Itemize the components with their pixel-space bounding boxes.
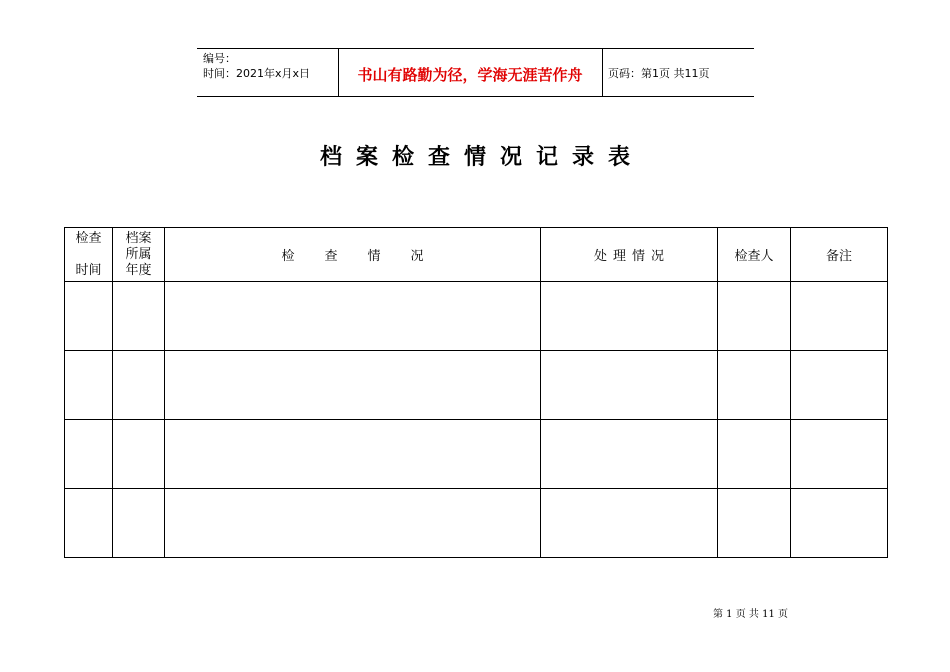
header-archive-year	[113, 228, 165, 282]
header-divider-right	[602, 48, 603, 96]
table-row	[65, 282, 888, 351]
cell-inspection[interactable]	[165, 420, 541, 489]
cell-handling[interactable]	[541, 282, 718, 351]
cell-year[interactable]	[113, 282, 165, 351]
cell-remarks[interactable]	[791, 420, 888, 489]
footer-page-info: 第 1 页 共 11 页	[713, 609, 788, 620]
cell-remarks[interactable]	[791, 282, 888, 351]
header-rule-top	[197, 48, 754, 49]
table-header-row	[65, 228, 888, 282]
table-row	[65, 351, 888, 420]
cell-year[interactable]	[113, 420, 165, 489]
header-handling-label: 处理情况	[593, 249, 670, 264]
cell-inspector[interactable]	[718, 420, 791, 489]
page-title: 档案检查情况记录表	[319, 145, 644, 170]
cell-handling[interactable]	[541, 351, 718, 420]
header-inspection-label: 检查情况	[281, 249, 454, 264]
cell-inspection[interactable]	[165, 489, 541, 558]
header-archive-year-line3: 年度	[125, 262, 152, 278]
cell-year[interactable]	[113, 489, 165, 558]
header-meta	[203, 51, 310, 81]
header-remarks-label: 备注	[825, 249, 852, 264]
cell-time[interactable]	[65, 282, 113, 351]
header-archive-year-line1: 档案	[125, 230, 152, 246]
cell-year[interactable]	[113, 351, 165, 420]
inspection-record-table	[64, 227, 888, 558]
cell-inspector[interactable]	[718, 282, 791, 351]
cell-handling[interactable]	[541, 420, 718, 489]
cell-time[interactable]	[65, 489, 113, 558]
date-label: 时间：2021年x月x日	[203, 67, 311, 80]
serial-label: 编号：	[203, 52, 236, 65]
header-check-time	[65, 228, 113, 282]
header-archive-year-line2: 所属	[125, 246, 152, 262]
cell-remarks[interactable]	[791, 489, 888, 558]
cell-time[interactable]	[65, 351, 113, 420]
cell-inspector[interactable]	[718, 489, 791, 558]
header-motto: 书山有路勤为径，学海无涯苦作舟	[357, 66, 583, 84]
header-inspection	[165, 228, 541, 282]
table-row	[65, 489, 888, 558]
header-page-info: 页码：第1页 共11页	[608, 67, 710, 80]
cell-inspector[interactable]	[718, 351, 791, 420]
header-check-time-line2: 时间	[75, 262, 102, 278]
header-check-time-line1: 检查	[75, 230, 102, 246]
cell-remarks[interactable]	[791, 351, 888, 420]
cell-time[interactable]	[65, 420, 113, 489]
header-handling	[541, 228, 718, 282]
header-rule-bottom	[197, 96, 754, 97]
header-remarks	[791, 228, 888, 282]
cell-handling[interactable]	[541, 489, 718, 558]
table-row	[65, 420, 888, 489]
header-inspector	[718, 228, 791, 282]
header-inspector-label: 检查人	[734, 249, 774, 264]
cell-inspection[interactable]	[165, 282, 541, 351]
cell-inspection[interactable]	[165, 351, 541, 420]
